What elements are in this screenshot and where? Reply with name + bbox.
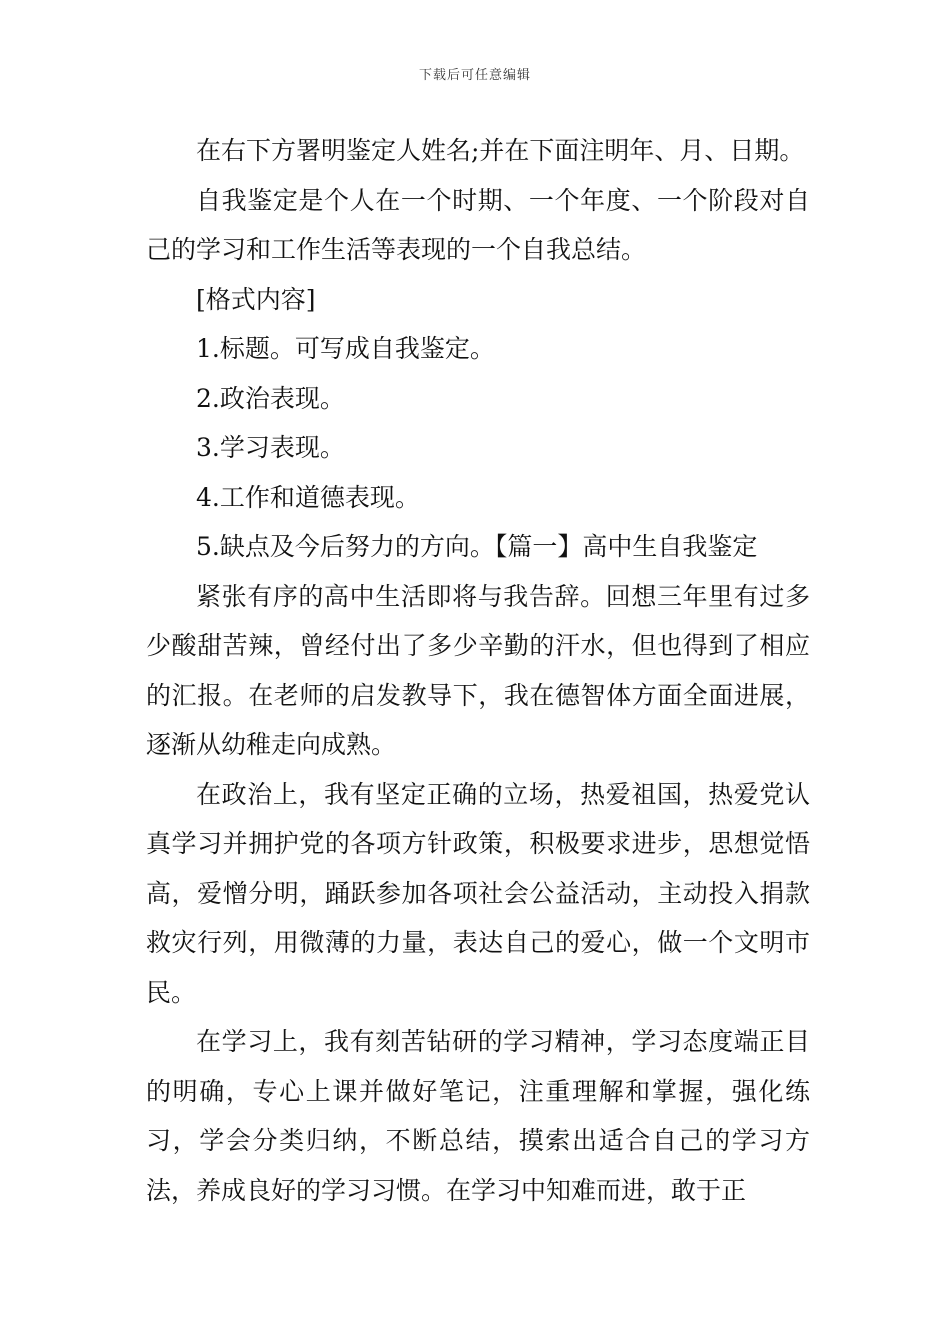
paragraph-studies: 在学习上，我有刻苦钻研的学习精神，学习态度端正目的明确，专心上课并做好笔记，注重理解和掌握，强化练习，学会分类归纳，不断总结，摸索出适合自己的学习方法，养成良好的学习习惯。在学习中知难而进，敢于正 [146, 1027, 810, 1205]
list-item-work-ethics: 4.工作和道德表现。 [196, 482, 420, 512]
page-header: 下载后可任意编辑 [418, 68, 531, 83]
paragraph-intro: 紧张有序的高中生活即将与我告辞。回想三年里有过多少酸甜苦辣，曾经付出了多少辛勤的汗水，但也得到了相应的汇报。在老师的启发教导下，我在德智体方面全面进展，逐渐从幼稚走向成熟。 [146, 581, 810, 759]
paragraph-signature-note: 在右下方署明鉴定人姓名;并在下面注明年、月、日期。 [196, 136, 805, 165]
paragraph-format-heading: [格式内容] [196, 284, 316, 314]
paragraph-politics: 在政治上，我有坚定正确的立场，热爱祖国，热爱党认真学习并拥护党的各项方针政策，积极要求进步，思想觉悟高，爱憎分明，踊跃参加各项社会公益活动，主动投入捐款救灾行列，用微薄的力量，表达自己的爱心，做一个文明市民。 [146, 779, 810, 1007]
list-item-title: 1.标题。可写成自我鉴定。 [196, 334, 495, 363]
list-item-political: 2.政治表现。 [196, 383, 345, 413]
list-item-study: 3.学习表现。 [196, 433, 345, 462]
document-body [146, 126, 810, 1215]
list-item-shortcomings: 5.缺点及今后努力的方向。【篇一】高中生自我鉴定 [196, 532, 758, 561]
paragraph-definition: 自我鉴定是个人在一个时期、一个年度、一个阶段对自己的学习和工作生活等表现的一个自我总结。 [146, 185, 810, 264]
